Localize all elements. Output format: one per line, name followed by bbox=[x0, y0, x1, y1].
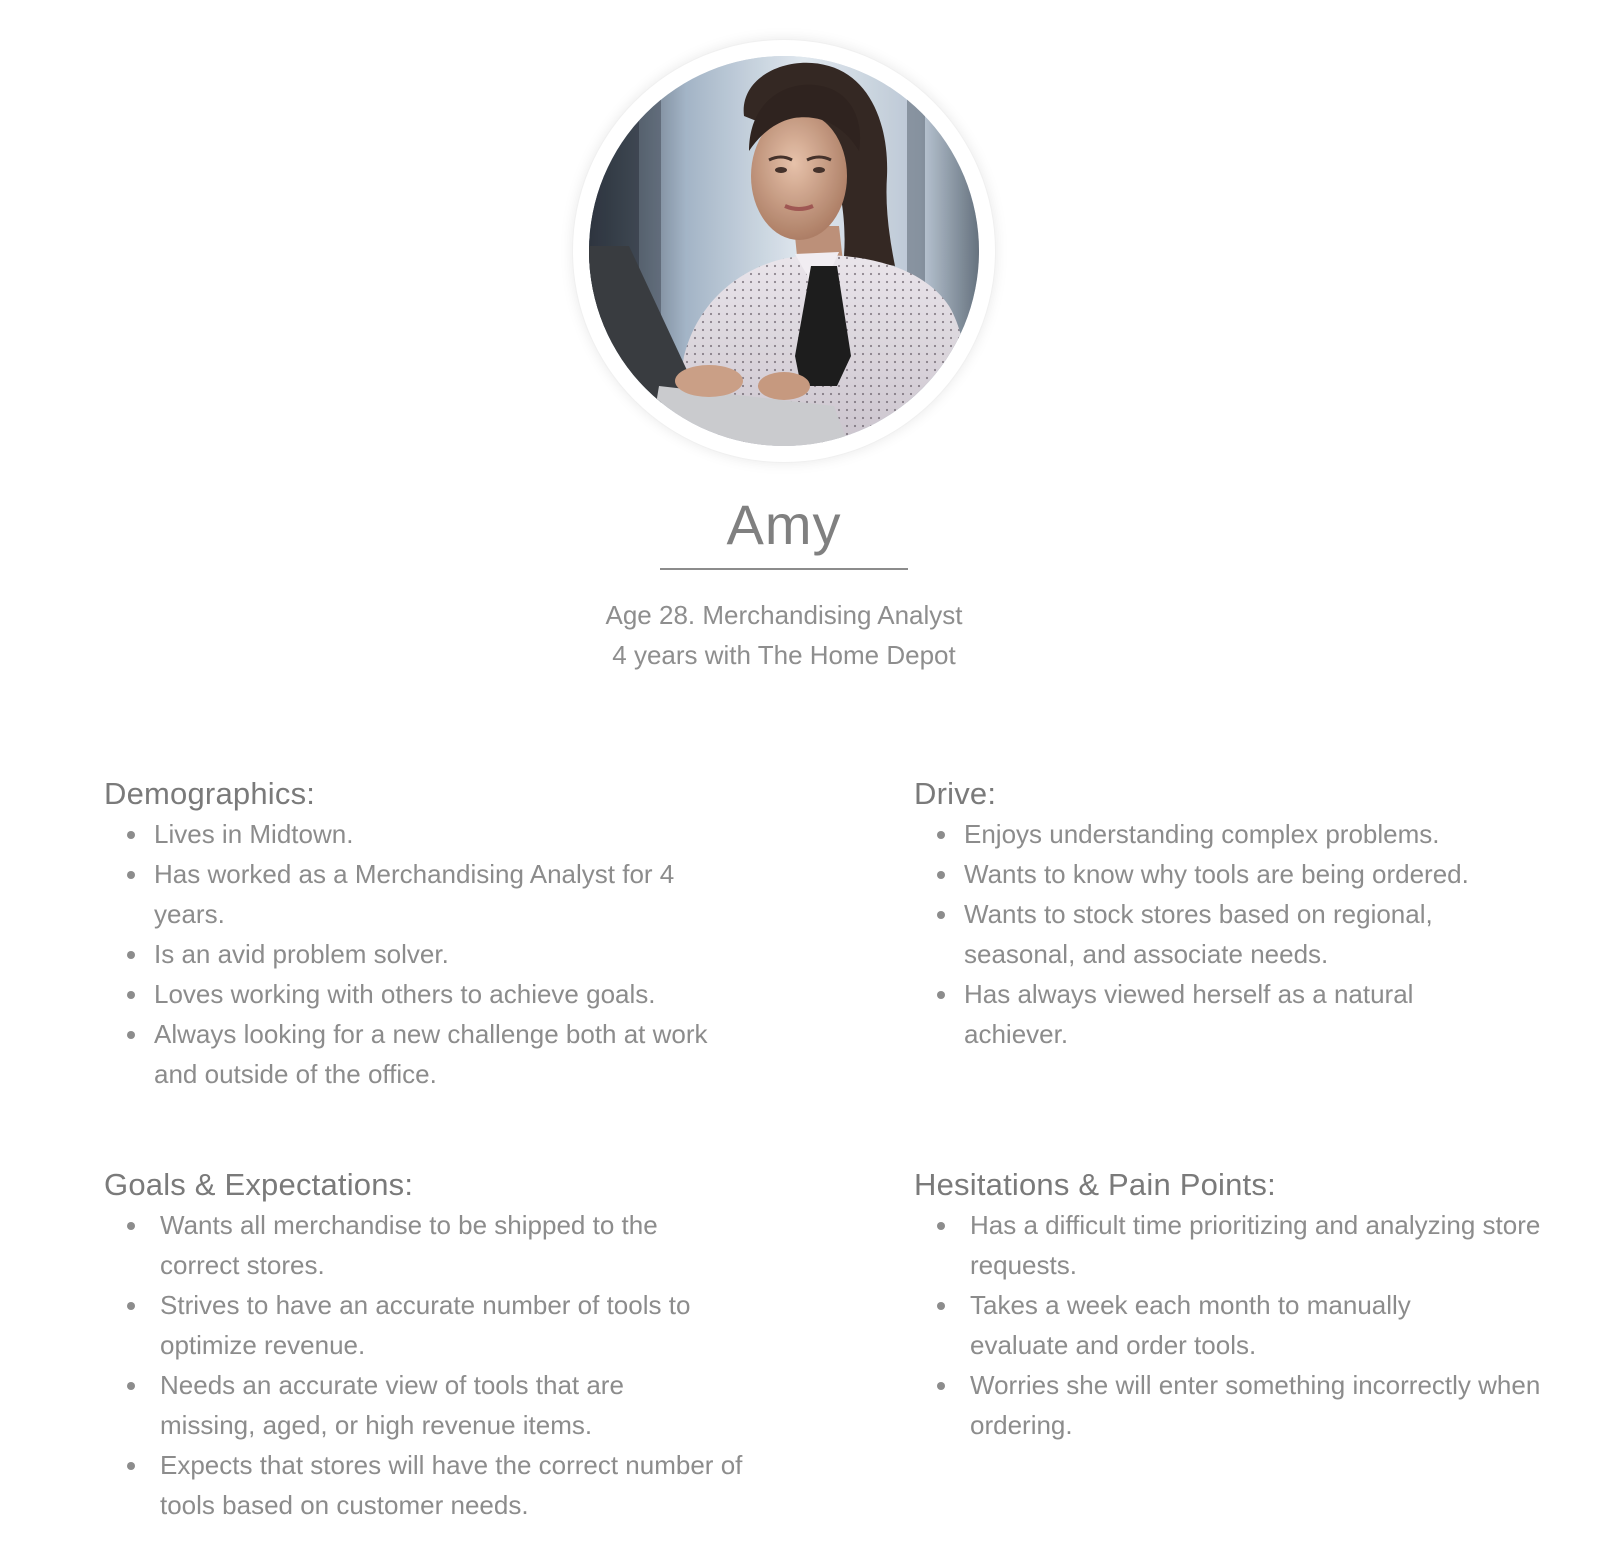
list-item: Loves working with others to achieve goals. bbox=[104, 974, 764, 1014]
list-item: Takes a week each month to manually evaluate and order tools. bbox=[914, 1285, 1490, 1365]
bullet-icon bbox=[937, 1382, 945, 1390]
list-item: Has always viewed herself as a natural achiever. bbox=[914, 974, 1504, 1054]
section-hesitations-pain-points bbox=[914, 1165, 1574, 1445]
list-item: Wants to stock stores based on regional, seasonal, and associate needs. bbox=[914, 894, 1524, 974]
list-item: Expects that stores will have the correct number of tools based on customer needs. bbox=[104, 1445, 800, 1525]
list-item: Has worked as a Merchandising Analyst for 4 years. bbox=[104, 854, 714, 934]
name-divider bbox=[660, 568, 908, 570]
bullet-icon bbox=[937, 831, 945, 839]
bullet-icon bbox=[127, 991, 135, 999]
bullet-icon bbox=[937, 911, 945, 919]
list-item: Wants to know why tools are being ordered. bbox=[914, 854, 1574, 894]
persona-subtitle-tenure: 4 years with The Home Depot bbox=[612, 640, 956, 670]
goals-list bbox=[104, 1205, 764, 1525]
list-item: Needs an accurate view of tools that are missing, aged, or high revenue items. bbox=[104, 1365, 720, 1445]
avatar bbox=[589, 56, 979, 446]
bullet-icon bbox=[127, 1222, 135, 1230]
section-title-goals: Goals & Expectations: bbox=[104, 1167, 414, 1202]
bullet-icon bbox=[127, 1302, 135, 1310]
section-drive bbox=[914, 774, 1574, 1054]
bullet-icon bbox=[937, 871, 945, 879]
list-item: Has a difficult time prioritizing and analyzing store requests. bbox=[914, 1205, 1590, 1285]
bullet-icon bbox=[937, 1222, 945, 1230]
bullet-icon bbox=[127, 871, 135, 879]
bullet-icon bbox=[127, 1382, 135, 1390]
hesitations-list bbox=[914, 1205, 1574, 1445]
list-item: Lives in Midtown. bbox=[104, 814, 764, 854]
bullet-icon bbox=[937, 1302, 945, 1310]
list-item: Strives to have an accurate number of tools to optimize revenue. bbox=[104, 1285, 760, 1365]
persona-portrait-photo bbox=[589, 56, 979, 446]
list-item: Is an avid problem solver. bbox=[104, 934, 764, 974]
bullet-icon bbox=[127, 951, 135, 959]
section-title-hesitations: Hesitations & Pain Points: bbox=[914, 1167, 1276, 1202]
list-item: Always looking for a new challenge both at work and outside of the office. bbox=[104, 1014, 754, 1094]
section-demographics bbox=[104, 774, 764, 1094]
list-item: Worries she will enter something incorrectly when ordering. bbox=[914, 1365, 1570, 1445]
bullet-icon bbox=[127, 1462, 135, 1470]
drive-list bbox=[914, 814, 1574, 1054]
section-title-demographics: Demographics: bbox=[104, 776, 316, 811]
bullet-icon bbox=[937, 991, 945, 999]
persona-subtitle-role: Age 28. Merchandising Analyst bbox=[605, 600, 963, 630]
list-item: Enjoys understanding complex problems. bbox=[914, 814, 1574, 854]
section-goals-expectations bbox=[104, 1165, 764, 1525]
bullet-icon bbox=[127, 831, 135, 839]
demographics-list bbox=[104, 814, 764, 1094]
bullet-icon bbox=[127, 1031, 135, 1039]
list-item: Wants all merchandise to be shipped to the correct stores. bbox=[104, 1205, 740, 1285]
persona-name: Amy bbox=[726, 493, 842, 556]
section-title-drive: Drive: bbox=[914, 776, 997, 811]
